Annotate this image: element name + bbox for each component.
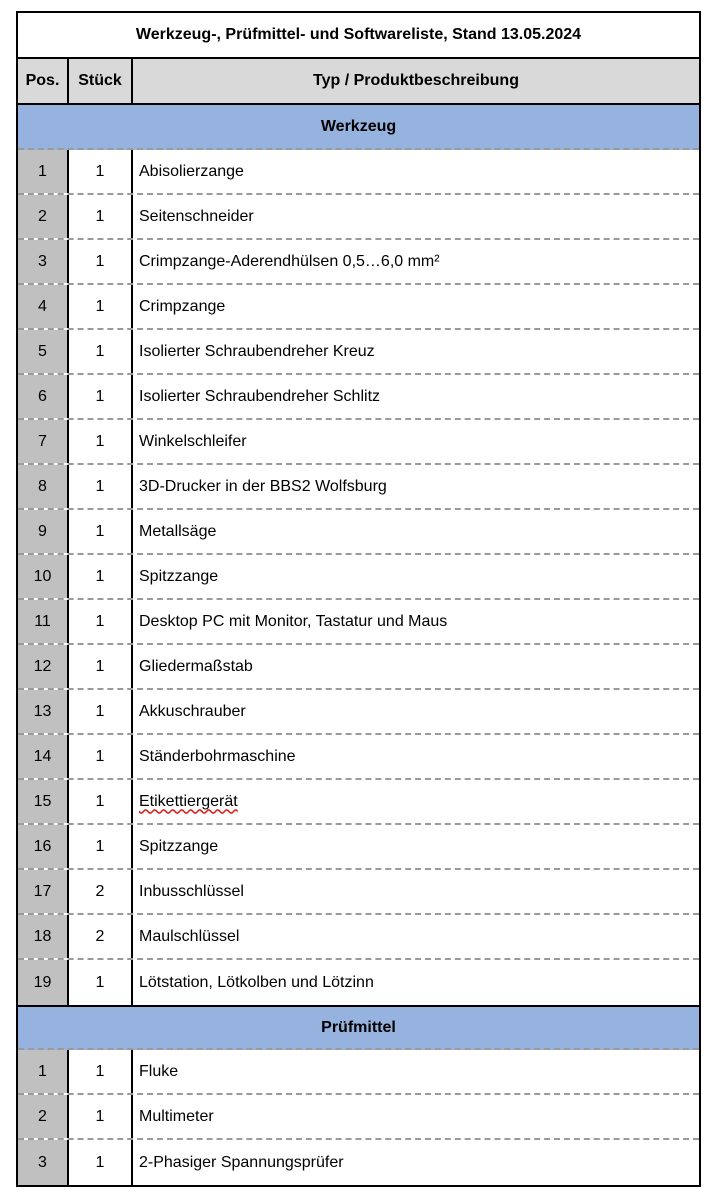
cell-qty: 1 bbox=[69, 1140, 133, 1185]
table-row bbox=[18, 600, 699, 645]
cell-pos: 1 bbox=[18, 1050, 69, 1093]
cell-pos: 1 bbox=[18, 150, 69, 193]
desc-text: Akkuschrauber bbox=[139, 702, 246, 720]
desc-text: Desktop PC mit Monitor, Tastatur und Maus bbox=[139, 612, 448, 630]
cell-qty: 1 bbox=[69, 420, 133, 463]
cell-qty: 1 bbox=[69, 555, 133, 598]
cell-pos: 9 bbox=[18, 510, 69, 553]
cell-qty: 1 bbox=[69, 1050, 133, 1093]
header-qty: Stück bbox=[69, 59, 133, 103]
cell-qty: 1 bbox=[69, 150, 133, 193]
desc-text: Lötstation, Lötkolben und Lötzinn bbox=[139, 973, 374, 991]
section-header-werkzeug: Werkzeug bbox=[18, 105, 699, 150]
table-title: Werkzeug-, Prüfmittel- und Softwareliste, Stand 13.05.2024 bbox=[18, 13, 699, 59]
table-row bbox=[18, 285, 699, 330]
cell-desc bbox=[133, 1050, 699, 1093]
cell-qty: 1 bbox=[69, 600, 133, 643]
cell-qty: 1 bbox=[69, 690, 133, 733]
table-row bbox=[18, 375, 699, 420]
table-row bbox=[18, 960, 699, 1005]
cell-desc bbox=[133, 420, 699, 463]
header-pos: Pos. bbox=[18, 59, 69, 103]
cell-pos: 3 bbox=[18, 1140, 69, 1185]
desc-text: Isolierter Schraubendreher Schlitz bbox=[139, 387, 381, 405]
desc-text: Etikettiergerät bbox=[139, 792, 238, 810]
table-row bbox=[18, 240, 699, 285]
table-row bbox=[18, 870, 699, 915]
cell-qty: 1 bbox=[69, 330, 133, 373]
cell-pos: 7 bbox=[18, 420, 69, 463]
desc-text: Ständerbohrmaschine bbox=[139, 747, 296, 765]
table-row bbox=[18, 150, 699, 195]
cell-desc bbox=[133, 690, 699, 733]
cell-desc bbox=[133, 330, 699, 373]
table-row bbox=[18, 780, 699, 825]
desc-text: Abisolierzange bbox=[139, 162, 244, 180]
cell-pos: 15 bbox=[18, 780, 69, 823]
table-row bbox=[18, 510, 699, 555]
cell-qty: 1 bbox=[69, 825, 133, 868]
cell-qty: 2 bbox=[69, 915, 133, 958]
table-row bbox=[18, 1050, 699, 1095]
table-row bbox=[18, 825, 699, 870]
desc-text: Isolierter Schraubendreher Kreuz bbox=[139, 342, 375, 360]
desc-text: Winkelschleifer bbox=[139, 432, 247, 450]
cell-pos: 19 bbox=[18, 960, 69, 1005]
cell-pos: 11 bbox=[18, 600, 69, 643]
desc-text: Crimpzange-Aderendhülsen 0,5…6,0 mm² bbox=[139, 252, 440, 270]
cell-qty: 1 bbox=[69, 960, 133, 1005]
cell-desc bbox=[133, 870, 699, 913]
cell-qty: 1 bbox=[69, 1095, 133, 1138]
table-row bbox=[18, 1095, 699, 1140]
cell-desc bbox=[133, 645, 699, 688]
cell-desc bbox=[133, 825, 699, 868]
desc-text: Gliedermaßstab bbox=[139, 657, 253, 675]
cell-desc bbox=[133, 915, 699, 958]
cell-pos: 8 bbox=[18, 465, 69, 508]
cell-desc bbox=[133, 555, 699, 598]
desc-text: Multimeter bbox=[139, 1107, 214, 1125]
table-row bbox=[18, 420, 699, 465]
cell-pos: 14 bbox=[18, 735, 69, 778]
cell-pos: 4 bbox=[18, 285, 69, 328]
cell-desc bbox=[133, 195, 699, 238]
cell-pos: 2 bbox=[18, 195, 69, 238]
cell-qty: 1 bbox=[69, 240, 133, 283]
cell-desc bbox=[133, 240, 699, 283]
cell-desc bbox=[133, 285, 699, 328]
cell-pos: 18 bbox=[18, 915, 69, 958]
table-row bbox=[18, 1140, 699, 1185]
header-desc: Typ / Produktbeschreibung bbox=[313, 72, 519, 89]
cell-qty: 1 bbox=[69, 645, 133, 688]
cell-pos: 2 bbox=[18, 1095, 69, 1138]
cell-desc bbox=[133, 150, 699, 193]
table-row bbox=[18, 555, 699, 600]
cell-desc bbox=[133, 1095, 699, 1138]
desc-text: Maulschlüssel bbox=[139, 927, 240, 945]
cell-qty: 1 bbox=[69, 735, 133, 778]
cell-desc bbox=[133, 1140, 699, 1185]
table-row bbox=[18, 690, 699, 735]
column-header-row bbox=[18, 59, 699, 105]
section-header-pruefmittel: Prüfmittel bbox=[18, 1005, 699, 1050]
desc-text: Spitzzange bbox=[139, 567, 219, 585]
cell-qty: 1 bbox=[69, 510, 133, 553]
cell-desc bbox=[133, 375, 699, 418]
table-row bbox=[18, 330, 699, 375]
table-row bbox=[18, 735, 699, 780]
desc-text: Crimpzange bbox=[139, 297, 226, 315]
cell-desc bbox=[133, 465, 699, 508]
desc-text: Inbusschlüssel bbox=[139, 882, 244, 900]
cell-pos: 3 bbox=[18, 240, 69, 283]
table-row bbox=[18, 645, 699, 690]
cell-pos: 13 bbox=[18, 690, 69, 733]
equipment-table bbox=[16, 11, 701, 1187]
cell-desc bbox=[133, 510, 699, 553]
cell-desc bbox=[133, 735, 699, 778]
cell-qty: 1 bbox=[69, 465, 133, 508]
cell-qty: 2 bbox=[69, 870, 133, 913]
cell-qty: 1 bbox=[69, 195, 133, 238]
cell-qty: 1 bbox=[69, 285, 133, 328]
cell-pos: 5 bbox=[18, 330, 69, 373]
desc-text: 3D-Drucker in der BBS2 Wolfsburg bbox=[139, 477, 387, 495]
desc-text: Spitzzange bbox=[139, 837, 219, 855]
desc-text: Metallsäge bbox=[139, 522, 217, 540]
cell-pos: 16 bbox=[18, 825, 69, 868]
cell-desc bbox=[133, 960, 699, 1005]
desc-text: Seitenschneider bbox=[139, 207, 254, 225]
cell-desc bbox=[133, 780, 699, 823]
cell-pos: 17 bbox=[18, 870, 69, 913]
table-body bbox=[18, 105, 699, 1185]
cell-qty: 1 bbox=[69, 375, 133, 418]
cell-pos: 12 bbox=[18, 645, 69, 688]
cell-pos: 6 bbox=[18, 375, 69, 418]
table-row bbox=[18, 195, 699, 240]
cell-qty: 1 bbox=[69, 780, 133, 823]
cell-pos: 10 bbox=[18, 555, 69, 598]
table-row bbox=[18, 465, 699, 510]
table-row bbox=[18, 915, 699, 960]
desc-text: Fluke bbox=[139, 1062, 179, 1080]
desc-text: 2-Phasiger Spannungsprüfer bbox=[139, 1153, 344, 1171]
cell-desc bbox=[133, 600, 699, 643]
